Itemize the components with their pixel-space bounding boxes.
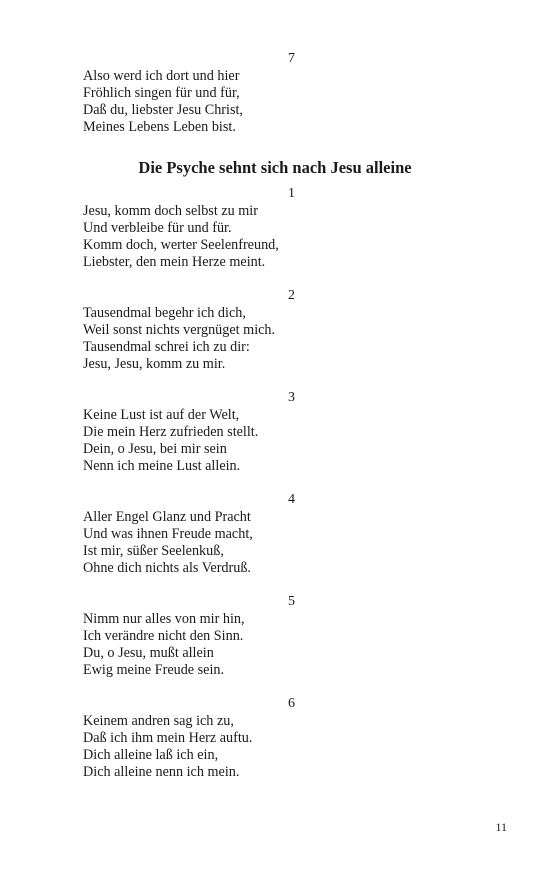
poem-body — [83, 185, 463, 781]
verse-line: Dein, o Jesu, bei mir sein — [83, 441, 227, 457]
verse-line: Weil sonst nichts vergnüget mich. — [83, 322, 276, 338]
poem-title: Die Psyche sehnt sich nach Jesu alleine — [138, 158, 412, 177]
stanza-number: 5 — [288, 594, 295, 609]
verse-line: Liebster, den mein Herze meint. — [83, 254, 266, 270]
verse-line: Meines Lebens Leben bist. — [83, 119, 236, 135]
stanza-4 — [83, 491, 463, 577]
verse-line: Jesu, Jesu, komm zu mir. — [83, 356, 226, 372]
verse-line: Keinem andren sag ich zu, — [83, 713, 234, 729]
stanza-2 — [83, 287, 463, 373]
verse-line: Jesu, komm doch selbst zu mir — [83, 203, 258, 219]
verse-line: Und verbleibe für und für. — [83, 220, 232, 236]
verse-line: Ist mir, süßer Seelenkuß, — [83, 543, 224, 559]
page-number: 11 — [495, 820, 507, 834]
verse-line: Ich verändre nicht den Sinn. — [83, 628, 244, 644]
stanza-1 — [83, 185, 463, 271]
verse-line: Daß ich ihm mein Herz auftu. — [83, 730, 253, 746]
verse-line: Keine Lust ist auf der Welt, — [83, 407, 240, 423]
stanza-gap — [83, 475, 463, 491]
stanza-gap — [83, 679, 463, 695]
stanza-number: 6 — [288, 696, 295, 711]
verse-line: Aller Engel Glanz und Pracht — [83, 509, 251, 525]
stanza-gap — [83, 271, 463, 287]
verse-line: Daß du, liebster Jesu Christ, — [83, 102, 243, 118]
verse-line: Dich alleine laß ich ein, — [83, 747, 219, 763]
stanza-3 — [83, 389, 463, 475]
verse-line: Nimm nur alles von mir hin, — [83, 611, 245, 627]
stanza-number: 4 — [288, 492, 295, 507]
verse-line: Nenn ich meine Lust allein. — [83, 458, 241, 474]
verse-line: Ohne dich nichts als Verdruß. — [83, 560, 251, 576]
stanza-6 — [83, 695, 463, 781]
verse-line: Du, o Jesu, mußt allein — [83, 645, 214, 661]
verse-line: Fröhlich singen für und für, — [83, 85, 240, 101]
previous-poem — [83, 50, 463, 136]
verse-line: Ewig meine Freude sein. — [83, 662, 225, 678]
verse-line: Also werd ich dort und hier — [83, 68, 240, 84]
verse-line: Dich alleine nenn ich mein. — [83, 764, 240, 780]
stanza-5 — [83, 593, 463, 679]
verse-line: Und was ihnen Freude macht, — [83, 526, 253, 542]
stanza-7-previous — [83, 50, 463, 136]
stanza-number: 3 — [288, 390, 295, 405]
stanza-number: 1 — [288, 186, 295, 201]
stanza-number: 2 — [288, 288, 295, 303]
stanza-number: 7 — [288, 51, 295, 66]
stanza-gap — [83, 373, 463, 389]
stanza-gap — [83, 577, 463, 593]
verse-line: Tausendmal begehr ich dich, — [83, 305, 246, 321]
verse-line: Tausendmal schrei ich zu dir: — [83, 339, 250, 355]
verse-line: Komm doch, werter Seelenfreund, — [83, 237, 279, 253]
verse-line: Die mein Herz zufrieden stellt. — [83, 424, 259, 440]
